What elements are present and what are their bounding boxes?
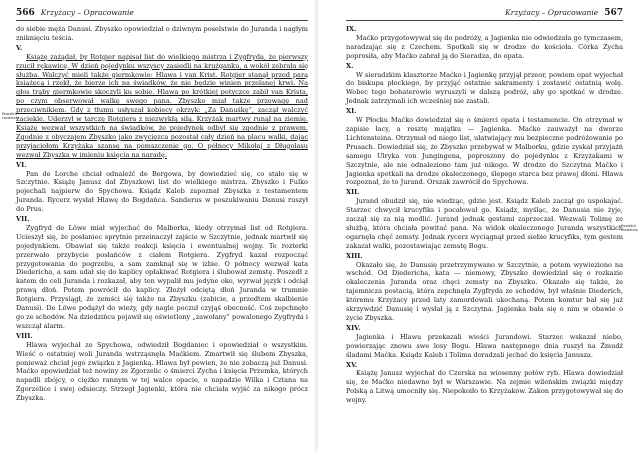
paragraph: Maćko przygotowywał się do podróży, a Jagienka nie odwiedzała go tymczasem, naradzając się z Czechem. Spotkali się w drodze do kościoła. Córka Zycha poprosiła, aby Maćko zabrał ją do Sieradza, do opata. — [346, 33, 623, 60]
paragraph: Książę Janusz wyjechał do Czerska na wiosenny połów ryb. Hlawa dowiedział się, że Maćko niedawno był w Warszawie. Na zejmie wileńskim związki między Polską a Litwą umocniły się. Niepokoiło to Krzyżaków. Zakon przygotowywał się do wojny. — [346, 369, 623, 405]
chapter-heading: V. — [16, 43, 23, 52]
chapter-heading: XII. — [346, 188, 360, 197]
paragraph: Jurand obudził się, nie wiedząc, gdzie jest. Ksiądz Kaleb zaczął go uspokajać. Starzec chwycił krucyfiks i pocałował go. Ksiądz, myśląc, że Danusia nie żyje, zaczął się za nią modlić. Jurand jednak gestami zaprzeczał. Wezwali Tolimę ze służbą, która chciała powitać pana. Na widok okaleczonego Juranda wszystkich ogarnęła chęć zemsty. Jednak rycerz wyciągnął przed siebie krucyfiks, tym gestem zakazał walki, pozostawiając zemstę Bogu. — [346, 197, 623, 250]
left-page-header — [16, 8, 308, 21]
chapter-heading: VII. — [16, 215, 30, 224]
running-head: Krzyżacy – Opracowanie — [505, 8, 599, 17]
chapter-heading: XIII. — [346, 251, 363, 260]
left-page-body — [16, 25, 308, 403]
margin-note: Powtórk rozdziału — [621, 223, 638, 233]
chapter-heading: IX. — [346, 25, 357, 33]
paragraph: Zygfryd de Löwe miał wyjechać do Malborka, kiedy otrzymał list od Rotgiera. Ucieszył się, że posłaniec sprytnie przeinaczył zajście w Szczytnie, jednak martwił się pojedynkiem. Obawiał się także reakcji księcia i ewentualnej wojny. Te rozterki przerwało przybycie posłańców z ciałem Rotgiera. Zygfryd kazał rozpocząć przygotowania do pogrzebu, a sam zamknął się w izbie. O północy wezwał kata Diedericha, a sam udał się do kaplicy opłakiwać Rotgiera i ślubował zemstę. Poszedł z katem do celi Juranda i rozkazał, aby ten wypalił mu jedyne oko, wyrwał język i odciął prawą dłoń. Potem powrócił do kaplicy. Złożył odciętą dłoń Juranda w trumnie Rotgiera. Przysiągł, że zemści się także na Zbyszku (zabicie, a przedtem skalbienie Danusi). De Löwe podążył do wieży, gdy nagle poczuł czyjąś obecność. Coś zepchnęło go ze schodów. Na dziedzińcu pojawił się oświetlony „zawołany” powalonego Zygfryda i wszczął alarm. — [16, 223, 308, 330]
left-page — [0, 0, 316, 452]
chapter-heading: VI. — [16, 160, 27, 169]
paragraph: Pan de Lorche chciał odnaleźć de Bergowa, by dowiedzieć się, co stało się w Szczytnie. Książę Janusz dał Zbyszkowi list do wielkiego mistrza. Zbyszko i Fulko pojechali najpierw do Spychowa. Ksiądz Kaleb zapoznał Zbyszka z testamentem Juranda. Rycerz wysłał Hlawę do Bogdańca. Sanderus w poszukiwaniu Danusi ruszył do Prus. — [16, 169, 308, 214]
paragraph: W sieradzkim klasztorze Maćko i Jagienkę przyjął przeor, powiem opat wyjechał do biskupa płockiego, by przyjąć ostatnie sakramenty i zostawić ostatnią wolę. Wobec tego bohaterowie wyruszyli w dalszą podróż, aby go spotkać w drodze. Jednak zatrzymali ich wcześniej nie zastali. — [346, 70, 623, 106]
chapter-heading: XV. — [346, 360, 358, 369]
chapter-heading: X. — [346, 61, 354, 70]
margin-note: Powtórk rozdziału — [2, 111, 20, 121]
paragraph: do siebie męża Danusi. Zbyszko opowiedział o dziwnym poselstwie do Juranda i nagłym zniknięciu teścia. — [16, 25, 308, 42]
page-number: 567 — [604, 8, 623, 18]
right-page — [318, 0, 638, 452]
paragraph: Jagienka i Hlawa przekazali wieści Jurandowi. Starzec wskazał niebo, powierzając znowu swe losy Bogu. Hlawa następnego dnia ruszył na Żmudź śladami Maćka. Ksiądz Kaleb i Tolima doradzali jechać do księcia Janusza. — [346, 332, 623, 359]
chapter-heading: XIV. — [346, 323, 361, 332]
chapter-heading: XI. — [346, 107, 357, 116]
running-head: Krzyżacy – Opracowanie — [40, 8, 134, 17]
paragraph: Okazało się, że Danusię przetrzymywano w Szczytnie, a potem wywieziono na wschód. Od Diedericha, kata — niemowy, Zbyszko dowiedział się o rozkazie okaleczenia Juranda oraz chęci zemsty na Zbyszku. Okazało się także, że tajemnicza postacią, która zepchnęła Zygfryda ze schodów, był właśnie Diederich, któremu Krzyżacy przed laty zamordowali ukochaną. Potem komtur bał się już skrzywdzić Danusię i wysłał ją z Szczytna. Jagienka bała się o nim w obawie o życie Zbyszka. — [346, 260, 623, 322]
chapter-heading: VIII. — [16, 331, 33, 340]
page-number: 566 — [16, 8, 35, 18]
paragraph: W Płocku Maćko dowiedział się o śmierci opata i testamencie. On otrzymał w zapisie łacy, a resztę majątku — Jagienka. Maćko zauważył na dworze Lichtensteina. Otrzymał od niego list, ułatwiający mu bezpieczne podróżowanie po Prusach. Dowiedział się, że Zbyszko przebywał w Malborku, gdzie zyskał przyjaźń samego Ulryka von Jungingena, poproszony do pojedynku z Krzyżakami w Szczytnie, ale nie odnaleziono tam już nikogo. W drodze do Szczytna Maćko i Jagienka spotkali na drodze okaleczonego, ślepego starca bez prawej dłoni. Hlawa rozpoznał, że to Jurand. Orszak zawrócił do Spychowa. — [346, 116, 623, 187]
paragraph: Hlawa wyjechał ze Spychowa, odwiedził Bogdaniec i opowiedział o wszystkim. Wieść o ostatniej woli Juranda wstrząsnęła Maćkiem. Zmartwił się ślubem Zbyszka, ponieważ chciał jego związku z Jagienką. Hlawa był pewien, że nie zobaczą już Danusi. Maćko opowiedział też nowiny ze Zgorzelic o śmierci Zycha i księcia Przemka, których napadli zbójcy, o ciężko rannym w tej walce opacie, o napadzie Wilka i Cztana na Zgorzelice i swej odsieczy. Strzegł Jagienki, która nie chciała wyjść za nikogo prócz Zbyszka. — [16, 340, 308, 403]
underlined-passage: Książę zażądał, by Rotgier napisał list do wielkiego mistrza i Zygfryda, że pierwszy rzucił rękawicę. W dzień pojedynku wszyscy zasiedli na krużganku, a wokół zebrała się służba. Walczyć mieli także giermkowie: Hlawa i van Krist. Rotgier stanął przed parą książęcą i rzekł, że bierze ich na świadków, że nie będzie winien przelanej krwi. Na głos trąby giermkowie skoczyli ku sobie. Hlawa po krótkiej potyczce zabił van Krista, po czym obserwował walkę swego pana. Zbyszko miał także przewagę nad przeciwnikiem. Gdy z tłumu usłyszał kobiecy okrzyk: „Za Danuśkę”, zaczął walczyć zaciekle. Uderzył w tarczę Rotgiera z niezwykłą siłą. Krzyżak martwy runął na ziemię. Książę wezwał wszystkich na świadków, że pojedynek odbył się zgodnie z prawem. Zgodnie z obyczajem Zbyszko jako zwycięzca pozostał cały dzień na placu walki, dając przyjaciołom Krzyżaka szansę na pomszczenie go. O północy Mikołaj z Długolasu wezwał Zbyszka w imieniu księcia na naradę. — [16, 52, 308, 159]
right-page-body — [346, 25, 623, 405]
right-page-header — [346, 8, 623, 21]
paragraph — [16, 53, 308, 160]
